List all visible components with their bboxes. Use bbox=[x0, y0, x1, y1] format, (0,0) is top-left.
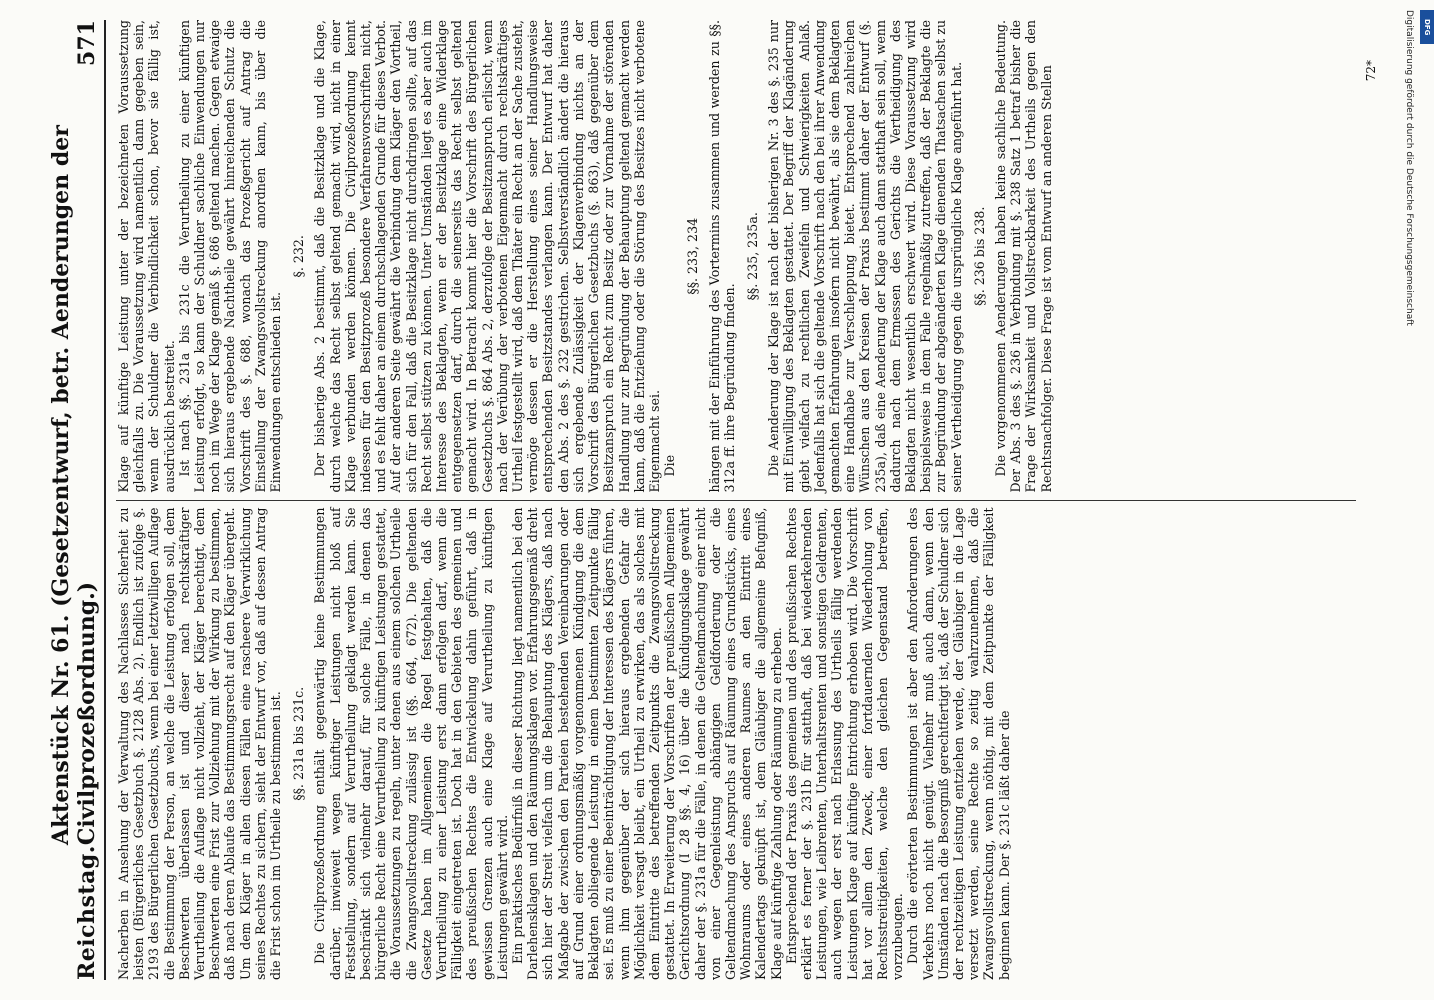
section-heading: §. 232. bbox=[291, 235, 307, 278]
paragraph: Entsprechend der Praxis des gemeinen und des preußischen Rechtes erklärt es ferner der §. 231b für statthaft, daß bei wiederkehrenden Leistungen, wie Leibrenten, Unterhaltsrenten und sonstigen Geldrenten, auch wegen der erst nach Erlassung des Urtheils fällig werdenden Leistungen Klage auf künftige Entrichtung erhoben wird. Die Vorschrift hat vor allem den Zweck, einer fortdauernden Wiederholung von Rechtsstreitigkeiten, welche den gleichen Gegenstand betreffen, vorzubeugen. bbox=[783, 507, 906, 980]
rotated-page-content bbox=[48, 20, 1412, 980]
page-header bbox=[48, 20, 106, 980]
paragraph: Ein praktisches Bedürfniß in dieser Richtung liegt namentlich bei den Darlehensklagen und den Räumungsklagen vor. Erfahrungsgemäß dreht sich hier der Streit vielfach um die Behauptung des Klägers, daß nach Maßgabe der zwischen den Parteien bestehenden Vereinbarungen oder auf Grund einer ordnungsmäßig vorgenommenen Kündigung die dem Beklagten obliegende Leistung in einem bestimmten Zeitpunkte fällig sei. Es muß zu einer Beeinträchtigung der Interessen des Klägers führen, wenn ihm gegenüber der sich hieraus ergebenden Gefahr die Möglichkeit versagt bleibt, ein Urtheil zu erwirken, das als solches mit dem Eintritte des betreffenden Zeitpunkts die Zwangsvollstreckung gestattet. In Erweiterung der Vorschriften der preußischen Allgemeinen Gerichtsordnung (I 28 §§. 4, 16) über die Kündigungsklage gewährt daher der §. 231a für die Fälle, in denen die Geltendmachung einer nicht von einer Gegenleistung abhängigen Geldforderung oder die Geltendmachung des Anspruchs auf Räumung eines Grundstücks, eines Wohnraums oder eines anderen Raumes an den Eintritt eines Kalendertags geknüpft ist, dem Gläubiger die allgemeine Befugniß, Klage auf künftige Zahlung oder Räumung zu erheben. bbox=[510, 507, 784, 980]
paragraph: Nacherben in Ansehung der Verwaltung des Nachlasses Sicherheit zu leisten (Bürgerliches Gesetzbuch §. 2128 Abs. 2). Endlich ist zufolge §. 2193 des Bürgerlichen Gesetzbuchs, wenn bei einer letztwilligen Auflage die Bestimmung der Person, an welche die Leistung erfolgen soll, dem Beschwerten überlassen ist und dieser nach rechtskräftiger Verurtheilung die Auflage nicht vollzieht, der Kläger berechtigt, dem Beschwerten eine Frist zur Vollziehung mit der Wirkung zu bestimmen, daß nach deren Ablaufe das Bestimmungsrecht auf den Kläger übergeht. Um dem Kläger in allen diesen Fällen eine rascheere Verwirklichung seines Rechtes zu sichern, sieht der Entwurf vor, daß auf dessen Antrag die Frist schon im Urtheile zu bestimmen ist. bbox=[116, 507, 284, 980]
section-heading: §§. 235, 235a. bbox=[744, 212, 760, 301]
digitization-note: Digitalisierung gefördert durch die Deutsche Forschungsgemeinschaft bbox=[1404, 10, 1414, 326]
left-column bbox=[116, 501, 1356, 981]
paragraph: Die vorgenommenen Aenderungen haben keine sachliche Bedeutung. Der Abs. 3 des §. 236 in Verbindung mit §. 238 Satz 1 betraf bisher die Frage der Wirksamkeit und Vollstreckbarkeit des Urtheils gegen den Rechtsnachfolger. Diese Frage ist vom Entwurf an anderen Stellen bbox=[992, 20, 1054, 493]
paragraph: Ist nach §§. 231a bis 231c die Verurtheilung zu einer künftigen Leistung erfolgt, so kann der Schuldner sachliche Einwendungen nur noch im Wege der Klage gemäß §. 686 geltend machen. Gegen etwaige sich hieraus ergebende Nachtheile gewährt hinreichenden Schutz die Vorschrift des §. 688, wonach das Prozeßgericht auf Antrag die Einstellung der Zwangsvollstreckung anordnen kann, bis über die Einwendungen entschieden ist. bbox=[176, 20, 284, 493]
section-heading: §§. 236 bis 238. bbox=[971, 206, 987, 306]
dfg-logo: DFG bbox=[1420, 10, 1434, 44]
signature-mark: 72* bbox=[1364, 60, 1378, 82]
right-column bbox=[116, 20, 1356, 501]
paragraph: Die Aenderung der Klage ist nach der bisherigen Nr. 3 des §. 235 nur mit Einwilligung des Beklagten gestattet. Der Begriff der Klagänderung giebt vielfach zu rechtlichen Zweifeln und Schwierigkeiten Anlaß. Jedenfalls hat sich die geltende Vorschrift nach den bei ihrer Anwendung gemachten Erfahrungen insofern nicht bewährt, als sie dem Beklagten eine Handhabe zur Verschleppung bietet. Entsprechend zahlreichen Wünschen aus den Kreisen der Praxis bestimmt daher der Entwurf (§. 235a), daß eine Aenderung der Klage auch dann statthaft sein soll, wenn dadurch nach dem Ermessen des Gerichts die Vertheidigung des Beklagten nicht wesentlich erschwert wird. Diese Voraussetzung wird beispielsweise in dem Falle regelmäßig zutreffen, daß der Beklagte die zur Begründung der abgeänderten Klage dienenden Thatsachen selbst zu seiner Vertheidigung gegen die ursprüngliche Klage angeführt hat. bbox=[766, 20, 964, 493]
paragraph: Klage auf künftige Leistung unter der bezeichneten Voraussetzung gleichfalls zu. Die Voraussetzung wird namentlich dann gegeben sein, wenn der Schuldner die Verbindlichkeit schon, bevor sie fällig ist, ausdrücklich bestreitet. bbox=[116, 20, 177, 493]
header-title: Aktenstück Nr. 61. (Gesetzentwurf, betr. Aenderungen der Civilprozeßordnung.) bbox=[48, 125, 100, 846]
header-left: Reichstag. bbox=[74, 845, 100, 980]
page-number: 571 bbox=[74, 20, 100, 66]
paragraph: Die Civilprozeßordnung enthält gegenwärtig keine Bestimmungen darüber, inwieweit wegen künftiger Leistungen nicht bloß auf Feststellung, sondern auf Verurtheilung geklagt werden kann. Sie beschränkt sich vielmehr darauf, für solche Fälle, in denen das bürgerliche Recht eine Verurtheilung zu künftigen Leistungen gestattet, die Voraussetzungen zu regeln, unter denen aus einem solchen Urtheile die Zwangsvollstreckung zulässig ist (§§. 664, 672). Die geltenden Gesetze haben im Allgemeinen die Regel festgehalten, daß die Verurtheilung zu einer Leistung erst dann erfolgen darf, wenn die Fälligkeit eingetreten ist. Doch hat in den Gebieten des gemeinen und des preußischen Rechtes die Entwickelung dahin geführt, daß in gewissen Grenzen auch eine Klage auf Verurtheilung zu künftigen Leistungen gewährt wird. bbox=[312, 507, 510, 980]
paragraph: Die bbox=[662, 454, 678, 477]
section-heading: §§. 233, 234 bbox=[685, 217, 701, 295]
section-heading: §§. 231a bis 231c. bbox=[291, 686, 307, 801]
text-columns bbox=[116, 20, 1356, 980]
paragraph: Durch die erörterten Bestimmungen ist aber den Anforderungen des Verkehrs noch nicht genügt. Vielmehr muß auch dann, wenn den Umständen nach die Besorgniß gerechtfertigt ist, daß der Schuldner sich der rechtzeitigen Leistung entziehen werde, der Gläubiger in die Lage versetzt werden, seine Rechte so zeitig wahrzunehmen, daß die Zwangsvollstreckung, wenn nöthig, mit dem Zeitpunkte der Fälligkeit beginnen kann. Der §. 231c läßt daher die bbox=[905, 507, 1012, 980]
paragraph: Der bisherige Abs. 2 bestimmt, daß die Besitzklage und die Klage, durch welche das Recht selbst geltend gemacht wird, nicht in einer Klage verbunden werden können. Die Civilprozeßordnung kennt indessen für den Besitzprozeß besondere Verfahrensvorschriften nicht, und es fehlt daher an einem durchschlagenden Grunde für dieses Verbot. Auf der anderen Seite gewährt die Verbindung dem Kläger den Vortheil, sich für den Fall, daß die Besitzklage nicht durchdringen sollte, auf das Recht selbst stützen zu können. Unter Umständen liegt es aber auch im Interesse des Beklagten, wenn er der Besitzklage eine Widerklage entgegensetzen darf, durch die seinerseits das Recht selbst geltend gemacht wird. In Betracht kommt hier die Vorschrift des Bürgerlichen Gesetzbuchs §. 864 Abs. 2, derzufolge der Besitzanspruch erlischt, wenn nach der Verübung der verbotenen Eigenmacht durch rechtskräftiges Urtheil festgestellt wird, daß dem Thäter ein Recht an der Sache zusteht, vermöge dessen er die Herstellung eines seiner Handlungsweise entsprechenden Besitzstandes verlangen kann. Der Entwurf hat daher den Abs. 2 des §. 232 gestrichen. Selbstverständlich ändert die hieraus sich ergebende Zulässigkeit der Klagenverbindung nichts an der Vorschrift des Bürgerlichen Gesetzbuchs (§. 863), daß gegenüber dem Besitzanspruch ein Recht zum Besitz oder zur Vornahme der störenden Handlung nur zur Begründung der Behauptung geltend gemacht werden kann, daß die Entziehung oder die Störung des Besitzes nicht verbotene Eigenmacht sei. bbox=[312, 20, 662, 493]
paragraph: hängen mit der Einführung des Vortermins zusammen und werden zu §§. 312a ff. ihre Begründung finden. bbox=[706, 20, 737, 493]
